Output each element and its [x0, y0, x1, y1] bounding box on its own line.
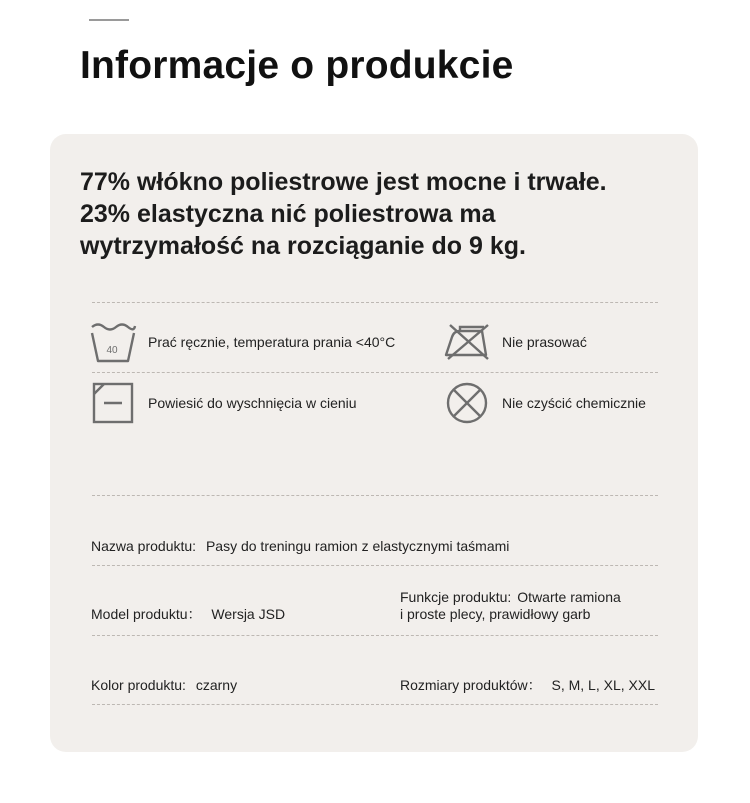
care-label-no-iron: Nie prasować	[502, 334, 587, 350]
spec-label: Nazwa produktu:	[91, 538, 197, 554]
spec-label: Kolor produktu:	[91, 677, 186, 693]
spec-label: Rozmiary produktów：	[400, 677, 542, 693]
spec-value: S, M, L, XL, XXL	[551, 677, 655, 693]
care-label-dry-in-shade: Powiesić do wyschnięcia w cieniu	[148, 395, 357, 411]
care-item-no-dry-clean	[442, 381, 646, 425]
divider	[92, 565, 658, 566]
care-item-no-iron	[442, 320, 587, 364]
divider	[92, 302, 658, 303]
care-item-dry-in-shade	[88, 381, 357, 425]
spec-product-sizes	[400, 677, 655, 694]
spec-value: czarny	[195, 677, 238, 693]
spec-product-features	[400, 589, 621, 623]
material-description	[80, 166, 680, 262]
divider	[92, 372, 658, 373]
spec-product-color	[91, 677, 237, 694]
no-iron-icon	[442, 320, 492, 364]
divider	[92, 635, 658, 636]
divider	[92, 495, 658, 496]
spec-value-line-2: i proste plecy, prawidłowy garb	[400, 606, 591, 622]
material-line-2: 23% elastyczna nić poliestrowa ma	[80, 200, 496, 228]
spec-value: Wersja JSD	[211, 606, 286, 622]
spec-value-line-1: Otwarte ramiona	[517, 589, 621, 605]
material-line-3: wytrzymałość na rozciąganie do 9 kg.	[80, 232, 526, 260]
spec-label: Model produktu：	[91, 606, 202, 622]
care-label-handwash: Prać ręcznie, temperatura prania <40°C	[148, 334, 396, 350]
no-dry-clean-icon	[442, 381, 492, 425]
spec-value: Pasy do treningu ramion z elastycznymi taśmami	[205, 538, 510, 554]
title-accent-rule	[89, 19, 129, 21]
dry-in-shade-icon	[88, 381, 138, 425]
spec-product-model	[91, 606, 285, 623]
divider	[92, 704, 658, 705]
material-line-1: 77% włókno poliestrowe jest mocne i trwałe.	[80, 168, 607, 196]
care-item-handwash	[88, 320, 395, 364]
page-title: Informacje o produkcie	[80, 44, 514, 87]
spec-product-name	[91, 538, 509, 555]
care-label-no-dry-clean: Nie czyścić chemicznie	[502, 395, 646, 411]
wash-temperature-number: 40	[106, 345, 118, 356]
handwash-40-icon	[88, 320, 138, 364]
spec-label: Funkcje produktu:	[400, 589, 512, 605]
product-info-card	[50, 134, 698, 752]
